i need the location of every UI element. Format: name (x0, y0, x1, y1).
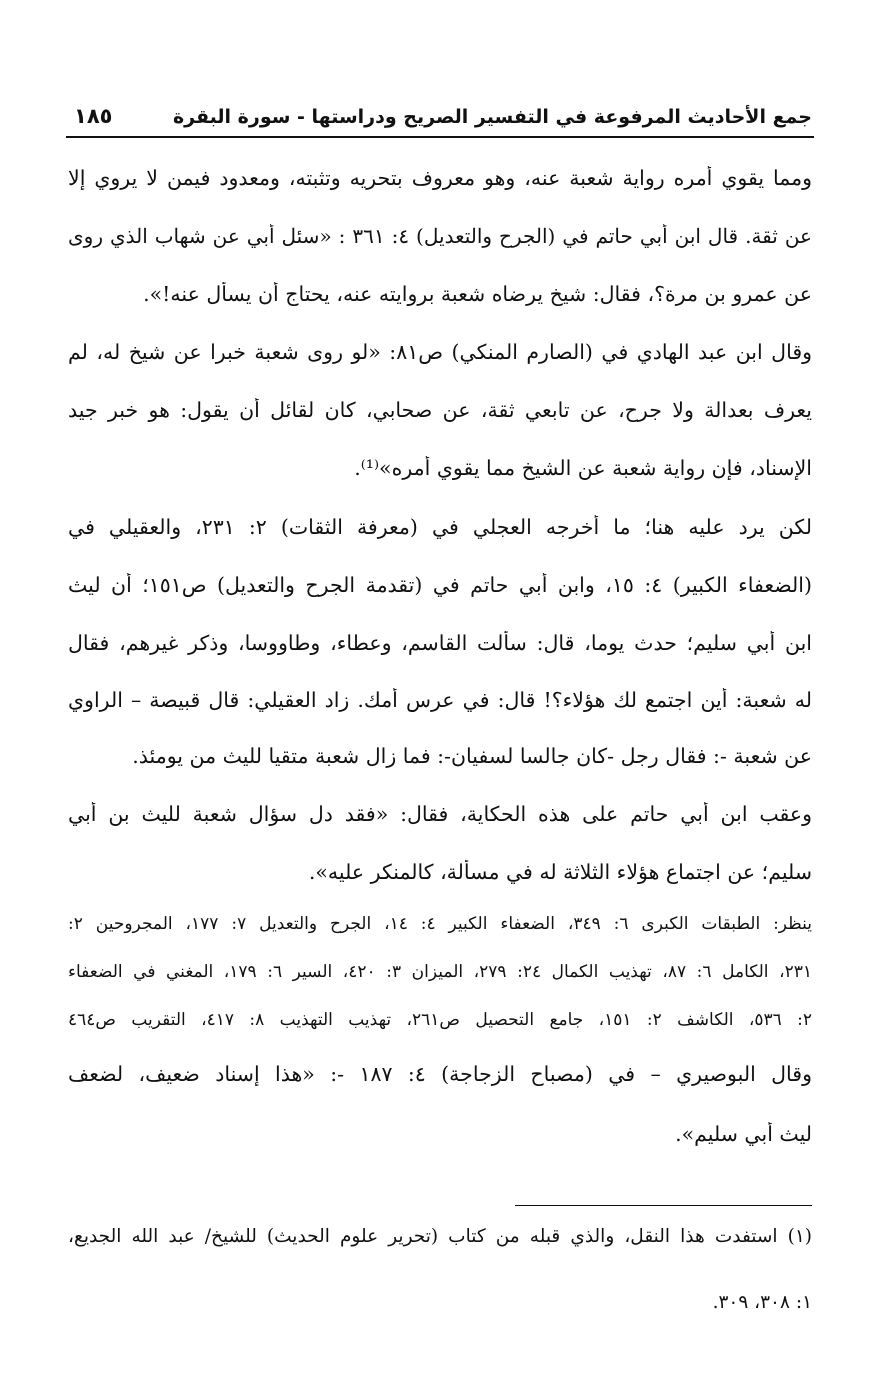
body-line: ليث أبي سليم». (675, 1122, 812, 1146)
body-line: وقال ابن عبد الهادي في (الصارم المنكي) ص٨١: «لو روى شعبة خبرا عن شيخ له، لم (68, 340, 812, 364)
body-line: (الضعفاء الكبير) ٤: ١٥، وابن أبي حاتم في (تقدمة الجرح والتعديل) ص١٥١؛ أن ليث (68, 573, 812, 597)
body-line: وعقب ابن أبي حاتم على هذه الحكاية، فقال: «فقد دل سؤال شعبة لليث بن أبي (68, 802, 812, 826)
body-line: سليم؛ عن اجتماع هؤلاء الثلاثة له في مسألة، كالمنكر عليه». (308, 860, 812, 884)
body-line: الإسناد، فإن رواية شعبة عن الشيخ مما يقوي أمره»⁽¹⁾. (354, 456, 812, 480)
body-line: عن ثقة. قال ابن أبي حاتم في (الجرح والتعديل) ٤: ٣٦١ : «سئل أبي عن شهاب الذي روى (68, 224, 812, 248)
footnote-separator (515, 1205, 812, 1206)
body-line: ومما يقوي أمره رواية شعبة عنه، وهو معروف بتحريه وتثبته، ومعدود فيمن لا يروي إلا (68, 166, 812, 190)
body-line: يعرف بعدالة ولا جرح، عن تابعي ثقة، عن صحابي، كان لقائل أن يقول: هو خبر جيد (68, 398, 812, 422)
body-line: عن عمرو بن مرة؟، فقال: شيخ يرضاه شعبة بروايته عنه، يحتاج أن يسأل عنه!». (143, 282, 812, 306)
body-line: ابن أبي سليم؛ حدث يوما، قال: سألت القاسم، وعطاء، وطاووسا، وذكر غيرهم، فقال (68, 631, 812, 655)
references-line: ٢٣١، الكامل ٦: ٨٧، تهذيب الكمال ٢٤: ٢٧٩، الميزان ٣: ٤٢٠، السير ٦: ١٧٩، المغني في الضعفاء (68, 962, 812, 982)
body-line: عن شعبة -: فقال رجل -كان جالسا لسفيان-: فما زال شعبة متقيا لليث من يومئذ. (132, 744, 812, 768)
page-number: ١٨٥ (74, 104, 113, 128)
body-line: وقال البوصيري – في (مصباح الزجاجة) ٤: ١٨٧ -: «هذا إسناد ضعيف، لضعف (68, 1062, 812, 1086)
running-header (66, 104, 814, 138)
body-line: له شعبة: أين اجتمع لك هؤلاء؟! قال: في عرس أمك. زاد العقيلي: قال قبيصة – الراوي (68, 688, 812, 712)
references-line: ينظر: الطبقات الكبرى ٦: ٣٤٩، الضعفاء الكبير ٤: ١٤، الجرح والتعديل ٧: ١٧٧، المجروحين ٢: (68, 914, 812, 934)
references-line: ٢: ٥٣٦، الكاشف ٢: ١٥١، جامع التحصيل ص٢٦١، تهذيب التهذيب ٨: ٤١٧، التقريب ص٤٦٤ (68, 1010, 812, 1030)
footnote-line: ١: ٣٠٨، ٣٠٩. (712, 1292, 812, 1313)
body-line: لكن يرد عليه هنا؛ ما أخرجه العجلي في (معرفة الثقات) ٢: ٢٣١، والعقيلي في (68, 515, 812, 539)
running-title: جمع الأحاديث المرفوعة في التفسير الصريح ودراستها - سورة البقرة (172, 106, 812, 128)
footnote-line: (١) استفدت هذا النقل، والذي قبله من كتاب (تحرير علوم الحديث) للشيخ/ عبد الله الجديع، (68, 1226, 812, 1247)
